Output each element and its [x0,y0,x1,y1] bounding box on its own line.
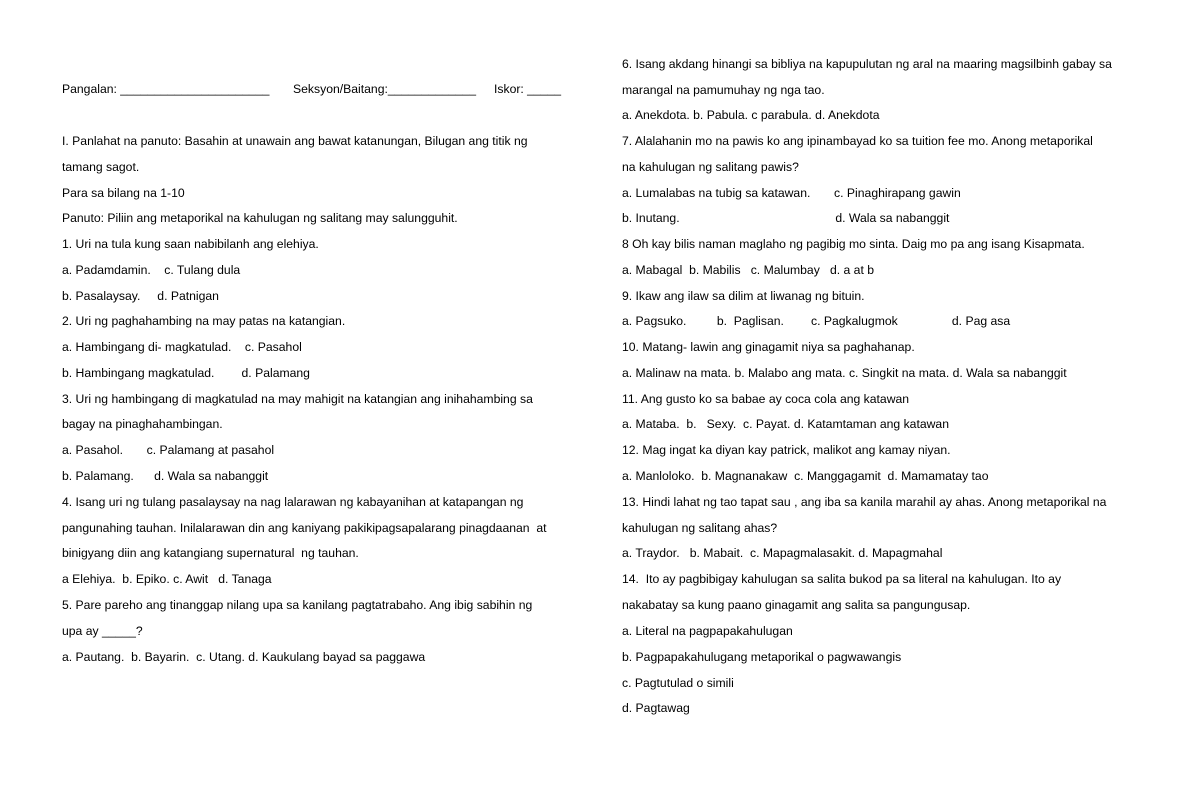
left-line: 5. Pare pareho ang tinanggap nilang upa sa kanilang pagtatrabaho. Ang ibig sabihin ng [62,598,533,612]
left-line: upa ay _____? [62,624,143,638]
right-line: 14. Ito ay pagbibigay kahulugan sa salita bukod pa sa literal na kahulugan. Ito ay [622,572,1062,586]
right-line: a. Mabagal b. Mabilis c. Malumbay d. a at b [622,263,874,277]
right-line: 8 Oh kay bilis naman maglaho ng pagibig mo sinta. Daig mo pa ang isang Kisapmata. [622,237,1085,251]
right-line: na kahulugan ng salitang pawis? [622,160,799,174]
right-line: a. Lumalabas na tubig sa katawan. c. Pinaghirapang gawin [622,186,961,200]
left-line: a. Hambingang di- magkatulad. c. Pasahol [62,340,302,354]
left-line: a. Pautang. b. Bayarin. c. Utang. d. Kaukulang bayad sa paggawa [62,650,426,664]
left-line: 1. Uri na tula kung saan nabibilanh ang elehiya. [62,237,319,251]
right-line: 13. Hindi lahat ng tao tapat sau , ang iba sa kanila marahil ay ahas. Anong metaporikal na [622,495,1107,509]
right-line: 11. Ang gusto ko sa babae ay coca cola ang katawan [622,392,910,406]
left-line: a Elehiya. b. Epiko. c. Awit d. Tanaga [62,572,272,586]
right-line: 6. Isang akdang hinangi sa bibliya na kapupulutan ng aral na maaring magsilbinh gabay sa [622,57,1112,71]
right-line: a. Traydor. b. Mabait. c. Mapagmalasakit. d. Mapagmahal [622,546,943,560]
left-line: binigyang diin ang katangiang supernatural ng tauhan. [62,546,359,560]
right-line: b. Pagpapakahulugang metaporikal o pagwawangis [622,650,902,664]
left-line: Para sa bilang na 1-10 [62,186,185,200]
right-line: a. Literal na pagpapakahulugan [622,624,793,638]
left-line: 3. Uri ng hambingang di magkatulad na may mahigit na katangian ang inihahambing sa [62,392,533,406]
left-line: pangunahing tauhan. Inilalarawan din ang kaniyang pakikipagsapalarang pinagdaanan at [62,521,547,535]
name-field-label: Pangalan: ______________________ [62,82,270,96]
right-line: c. Pagtutulad o simili [622,676,734,690]
right-line: nakabatay sa kung paano ginagamit ang salita sa pangungusap. [622,598,971,612]
right-line: a. Malinaw na mata. b. Malabo ang mata. c. Singkit na mata. d. Wala sa nabanggit [622,366,1067,380]
left-line: Panuto: Piliin ang metaporikal na kahulugan ng salitang may salungguhit. [62,211,458,225]
right-line: a. Mataba. b. Sexy. c. Payat. d. Katamtaman ang katawan [622,417,949,431]
right-line: b. Inutang. d. Wala sa nabanggit [622,211,950,225]
left-line: 4. Isang uri ng tulang pasalaysay na nag lalarawan ng kabayanihan at katapangan ng [62,495,524,509]
left-line: b. Hambingang magkatulad. d. Palamang [62,366,310,380]
right-line: 12. Mag ingat ka diyan kay patrick, malikot ang kamay niyan. [622,443,951,457]
right-line: d. Pagtawag [622,701,690,715]
score-field-label: Iskor: _____ [494,82,562,96]
right-line: 7. Alalahanin mo na pawis ko ang ipinambayad ko sa tuition fee mo. Anong metaporikal [622,134,1093,148]
left-line: a. Pasahol. c. Palamang at pasahol [62,443,275,457]
right-line: a. Anekdota. b. Pabula. c parabula. d. Anekdota [622,108,880,122]
right-line: a. Manloloko. b. Magnanakaw c. Manggagamit d. Mamamatay tao [622,469,989,483]
left-line: I. Panlahat na panuto: Basahin at unawain ang bawat katanungan, Bilugan ang titik ng [62,134,528,148]
left-line: 2. Uri ng paghahambing na may patas na katangian. [62,314,346,328]
right-line: a. Pagsuko. b. Paglisan. c. Pagkalugmok d. Pag asa [622,314,1011,328]
section-grade-field-label: Seksyon/Baitang:_____________ [293,82,476,96]
left-line: b. Palamang. d. Wala sa nabanggit [62,469,269,483]
right-line: marangal na pamumuhay ng nga tao. [622,83,825,97]
left-line: tamang sagot. [62,160,140,174]
right-line: kahulugan ng salitang ahas? [622,521,778,535]
left-line: a. Padamdamin. c. Tulang dula [62,263,241,277]
left-line: bagay na pinaghahambingan. [62,417,223,431]
right-line: 9. Ikaw ang ilaw sa dilim at liwanag ng bituin. [622,289,865,303]
right-line: 10. Matang- lawin ang ginagamit niya sa paghahanap. [622,340,915,354]
left-line: b. Pasalaysay. d. Patnigan [62,289,219,303]
